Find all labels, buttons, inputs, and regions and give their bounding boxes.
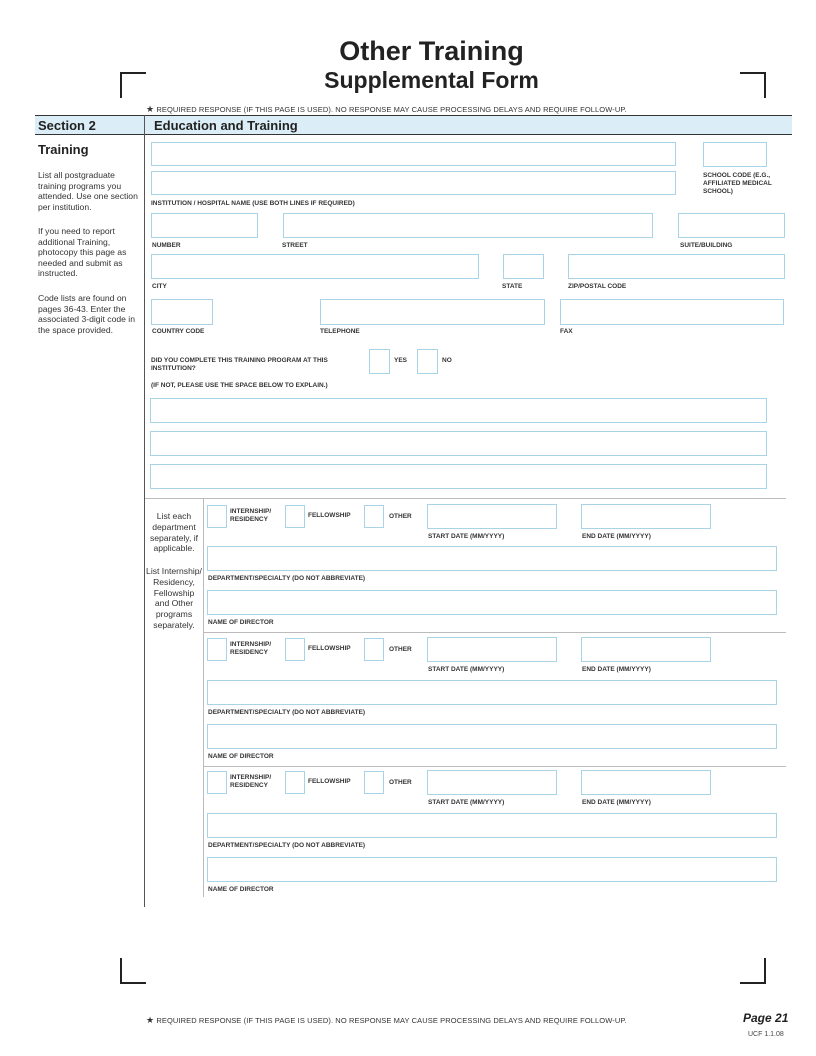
program2-fellowship-label: FELLOWSHIP (308, 645, 351, 652)
fax-input[interactable] (560, 299, 784, 325)
crop-mark-bottom-left (120, 958, 146, 984)
program3-director-label: NAME OF DIRECTOR (208, 886, 274, 893)
zip-label: ZIP/POSTAL CODE (568, 283, 627, 290)
program2-end-date-label: END DATE (MM/YYYY) (582, 666, 651, 673)
program2-start-date-label: START DATE (MM/YYYY) (428, 666, 505, 673)
sidebar-para-1: List all postgraduate training programs you attended. Use one section per institution. (38, 170, 138, 212)
programs-side-para-1: List each department separately, if applicable. (149, 511, 199, 554)
program2-divider (204, 766, 786, 767)
program1-internship-label: INTERNSHIP/ RESIDENCY (230, 508, 272, 523)
program1-fellowship-checkbox[interactable] (285, 505, 305, 528)
program3-end-date-label: END DATE (MM/YYYY) (582, 799, 651, 806)
program3-fellowship-checkbox[interactable] (285, 771, 305, 794)
number-label: NUMBER (152, 242, 181, 249)
program2-internship-label: INTERNSHIP/ RESIDENCY (230, 641, 272, 656)
institution-label: INSTITUTION / HOSPITAL NAME (USE BOTH LINES IF REQUIRED) (151, 200, 355, 207)
state-label: STATE (502, 283, 523, 290)
program1-divider (204, 632, 786, 633)
program1-department-label: DEPARTMENT/SPECIALTY (DO NOT ABBREVIATE) (208, 575, 366, 582)
city-input[interactable] (151, 254, 479, 279)
yes-checkbox[interactable] (369, 349, 390, 374)
program3-other-label: OTHER (389, 779, 412, 786)
program2-end-date-input[interactable] (581, 637, 711, 662)
suite-input[interactable] (678, 213, 785, 238)
star-icon: ★ (146, 1015, 155, 1025)
sidebar-title: Training (38, 142, 89, 157)
street-input[interactable] (283, 213, 653, 238)
program2-fellowship-checkbox[interactable] (285, 638, 305, 661)
zip-input[interactable] (568, 254, 785, 279)
street-label: STREET (282, 242, 308, 249)
section-title: Education and Training (154, 118, 298, 133)
program3-start-date-input[interactable] (427, 770, 557, 795)
section-number: Section 2 (38, 118, 96, 133)
program2-other-label: OTHER (389, 646, 412, 653)
program1-fellowship-label: FELLOWSHIP (308, 512, 351, 519)
country-code-input[interactable] (151, 299, 213, 325)
programs-side-para-2: List Internship/ Residency, Fellowship and Other programs separately. (146, 566, 202, 630)
program3-internship-label: INTERNSHIP/ RESIDENCY (230, 774, 272, 789)
program3-start-date-label: START DATE (MM/YYYY) (428, 799, 505, 806)
form-version: UCF 1.1.08 (748, 1031, 784, 1038)
program1-end-date-input[interactable] (581, 504, 711, 529)
program2-start-date-input[interactable] (427, 637, 557, 662)
program1-end-date-label: END DATE (MM/YYYY) (582, 533, 651, 540)
star-icon: ★ (146, 104, 155, 114)
explain-line1-input[interactable] (150, 398, 767, 423)
page-subtitle: Supplemental Form (324, 67, 539, 93)
no-label: NO (442, 357, 452, 364)
program2-internship-checkbox[interactable] (207, 638, 227, 661)
country-code-label: COUNTRY CODE (152, 328, 205, 335)
program3-other-checkbox[interactable] (364, 771, 384, 794)
program2-director-input[interactable] (207, 724, 777, 749)
school-code-label: SCHOOL CODE (E.G., AFFILIATED MEDICAL SCHOOL) (703, 172, 772, 195)
city-label: CITY (152, 283, 167, 290)
programs-divider (145, 498, 786, 499)
crop-mark-top-left (120, 72, 146, 98)
program3-department-input[interactable] (207, 813, 777, 838)
program3-internship-checkbox[interactable] (207, 771, 227, 794)
program1-start-date-input[interactable] (427, 504, 557, 529)
section-bar (35, 115, 792, 135)
program1-director-label: NAME OF DIRECTOR (208, 619, 274, 626)
program1-start-date-label: START DATE (MM/YYYY) (428, 533, 505, 540)
telephone-input[interactable] (320, 299, 545, 325)
state-input[interactable] (503, 254, 544, 279)
program2-department-input[interactable] (207, 680, 777, 705)
program2-director-label: NAME OF DIRECTOR (208, 753, 274, 760)
required-note-bottom: ★ REQUIRED RESPONSE (IF THIS PAGE IS USED). NO RESPONSE MAY CAUSE PROCESSING DELAYS AND REQUIRE FOLLOW-UP. (146, 1015, 627, 1025)
explain-label: (IF NOT, PLEASE USE THE SPACE BELOW TO EXPLAIN.) (151, 382, 328, 389)
programs-side-divider (203, 499, 204, 897)
number-input[interactable] (151, 213, 258, 238)
program3-department-label: DEPARTMENT/SPECIALTY (DO NOT ABBREVIATE) (208, 842, 366, 849)
program3-end-date-input[interactable] (581, 770, 711, 795)
crop-mark-bottom-right (740, 958, 766, 984)
program2-other-checkbox[interactable] (364, 638, 384, 661)
fax-label: FAX (560, 328, 573, 335)
program1-internship-checkbox[interactable] (207, 505, 227, 528)
suite-label: SUITE/BUILDING (680, 242, 733, 249)
required-note-top: ★ REQUIRED RESPONSE (IF THIS PAGE IS USED). NO RESPONSE MAY CAUSE PROCESSING DELAYS AND REQUIRE FOLLOW-UP. (146, 104, 627, 114)
institution-name-line1-input[interactable] (151, 142, 676, 166)
school-code-input[interactable] (703, 142, 767, 167)
no-checkbox[interactable] (417, 349, 438, 374)
program1-department-input[interactable] (207, 546, 777, 571)
program1-director-input[interactable] (207, 590, 777, 615)
program1-other-checkbox[interactable] (364, 505, 384, 528)
page-number: Page 21 (743, 1011, 789, 1025)
sidebar-para-2: If you need to report additional Training, photocopy this page as needed and submit as instructed. (38, 226, 127, 279)
yes-label: YES (394, 357, 408, 364)
page-title: Other Training (339, 36, 524, 66)
explain-line3-input[interactable] (150, 464, 767, 489)
institution-name-line2-input[interactable] (151, 171, 676, 195)
crop-mark-top-right (740, 72, 766, 98)
program3-director-input[interactable] (207, 857, 777, 882)
complete-question: DID YOU COMPLETE THIS TRAINING PROGRAM AT THIS INSTITUTION? (151, 357, 328, 372)
program1-other-label: OTHER (389, 513, 412, 520)
program3-fellowship-label: FELLOWSHIP (308, 778, 351, 785)
section-divider (144, 115, 145, 907)
explain-line2-input[interactable] (150, 431, 767, 456)
sidebar-para-3: Code lists are found on pages 36-43. Enter the associated 3-digit code in the space provided. (38, 293, 135, 335)
telephone-label: TELEPHONE (320, 328, 360, 335)
program2-department-label: DEPARTMENT/SPECIALTY (DO NOT ABBREVIATE) (208, 709, 366, 716)
